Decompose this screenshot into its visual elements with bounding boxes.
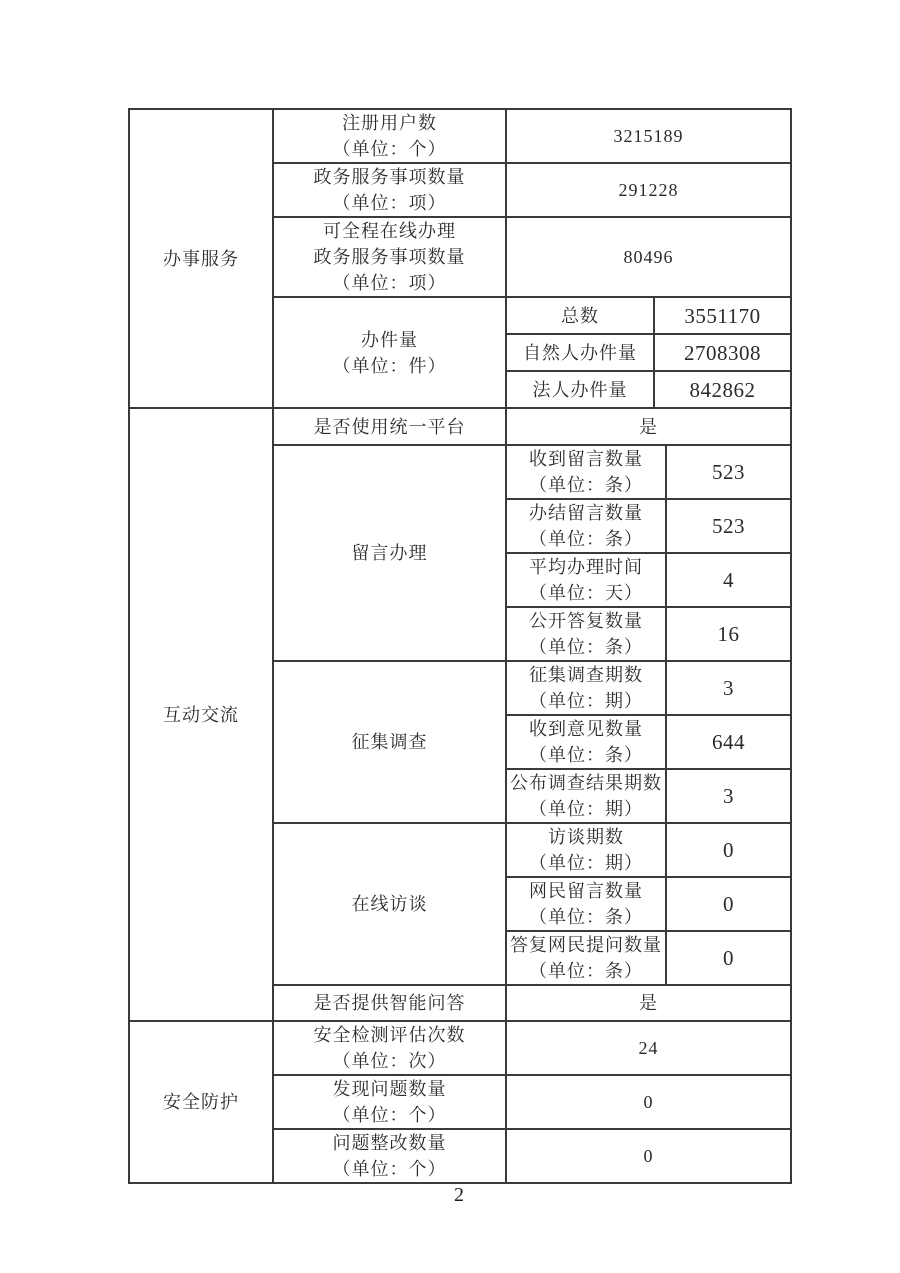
item-value: 是 — [506, 985, 791, 1021]
group-label-liuyan: 留言办理 — [273, 445, 506, 661]
subitem-value: 2708308 — [684, 340, 761, 365]
item-unit-line: （单位：项） — [332, 193, 447, 213]
group-label-zhengji: 征集调查 — [273, 661, 506, 823]
item-value: 0 — [506, 1075, 791, 1129]
subitem-cell — [506, 607, 791, 661]
subitem-label: 收到留言数量 （单位：条） — [507, 446, 667, 498]
item-label: 是否提供智能问答 — [273, 985, 506, 1021]
report-table — [128, 108, 792, 1184]
subitem-value: 3 — [723, 676, 734, 700]
subitem-cell — [506, 877, 791, 931]
page-number: 2 — [454, 1184, 464, 1206]
section-label-anquan: 安全防护 — [129, 1021, 273, 1183]
item-label — [273, 1129, 506, 1183]
subitem-value: 523 — [712, 514, 745, 538]
item-label — [273, 163, 506, 217]
subitem-cell — [506, 823, 791, 877]
item-value: 24 — [506, 1021, 791, 1075]
subitem-value: 3551170 — [684, 303, 761, 328]
group-unit-line: （单位：件） — [332, 355, 447, 376]
item-unit-line: （单位：个） — [332, 1159, 447, 1179]
subitem-value: 4 — [723, 568, 734, 592]
item-label-line: 政务服务事项数量 — [313, 247, 466, 267]
section-label-hudong: 互动交流 — [129, 408, 273, 1021]
subitem-label: 总数 — [507, 298, 655, 333]
subitem-label: 办结留言数量 （单位：条） — [507, 500, 667, 552]
item-value: 3215189 — [506, 109, 791, 163]
item-label-line: 问题整改数量 — [332, 1133, 447, 1153]
subitem-label: 征集调查期数 （单位：期） — [507, 662, 667, 714]
subitem-label: 法人办件量 — [507, 372, 655, 407]
subitem-label: 平均办理时间 （单位：天） — [507, 554, 667, 606]
group-label-fangtan: 在线访谈 — [273, 823, 506, 985]
item-label — [273, 1075, 506, 1129]
subitem-cell — [506, 445, 791, 499]
item-value: 291228 — [506, 163, 791, 217]
item-value: 80496 — [506, 217, 791, 297]
item-label-line: 政务服务事项数量 — [313, 167, 466, 187]
item-value: 是 — [506, 408, 791, 445]
subitem-label: 公开答复数量 （单位：条） — [507, 608, 667, 660]
item-label — [273, 109, 506, 163]
item-label-line: 安全检测评估次数 — [313, 1025, 466, 1045]
item-unit-line: （单位：次） — [332, 1051, 447, 1071]
subitem-cell — [506, 931, 791, 985]
subitem-label: 收到意见数量 （单位：条） — [507, 716, 667, 768]
subitem-value: 523 — [712, 460, 745, 484]
subitem-cell — [506, 371, 791, 408]
subitem-value: 3 — [723, 784, 734, 808]
subitem-value: 0 — [723, 946, 734, 970]
subitem-value: 0 — [723, 838, 734, 862]
group-label-banjianliang — [273, 297, 506, 408]
group-label-line: 办件量 — [361, 329, 418, 350]
subitem-cell — [506, 297, 791, 334]
subitem-cell — [506, 661, 791, 715]
subitem-value: 644 — [712, 730, 745, 754]
item-unit-line: （单位：个） — [332, 1105, 447, 1125]
item-label-line: 注册用户数 — [342, 113, 437, 133]
item-label-line: 发现问题数量 — [332, 1079, 447, 1099]
item-label: 是否使用统一平台 — [273, 408, 506, 445]
subitem-cell — [506, 769, 791, 823]
item-unit-line: （单位：个） — [332, 139, 447, 159]
subitem-cell — [506, 334, 791, 371]
section-label-banshi: 办事服务 — [129, 109, 273, 408]
subitem-value: 16 — [717, 622, 740, 646]
subitem-cell — [506, 499, 791, 553]
subitem-label: 自然人办件量 — [507, 335, 655, 370]
subitem-label: 答复网民提问数量 （单位：条） — [507, 932, 667, 984]
item-unit-line: （单位：项） — [332, 273, 447, 293]
subitem-cell — [506, 715, 791, 769]
item-value: 0 — [506, 1129, 791, 1183]
subitem-label: 访谈期数 （单位：期） — [507, 824, 667, 876]
item-label — [273, 1021, 506, 1075]
subitem-value: 842862 — [689, 377, 756, 402]
subitem-label: 公布调查结果期数 （单位：期） — [507, 770, 667, 822]
subitem-value: 0 — [723, 892, 734, 916]
subitem-cell — [506, 553, 791, 607]
item-label-line: 可全程在线办理 — [323, 221, 456, 241]
subitem-label: 网民留言数量 （单位：条） — [507, 878, 667, 930]
item-label — [273, 217, 506, 297]
